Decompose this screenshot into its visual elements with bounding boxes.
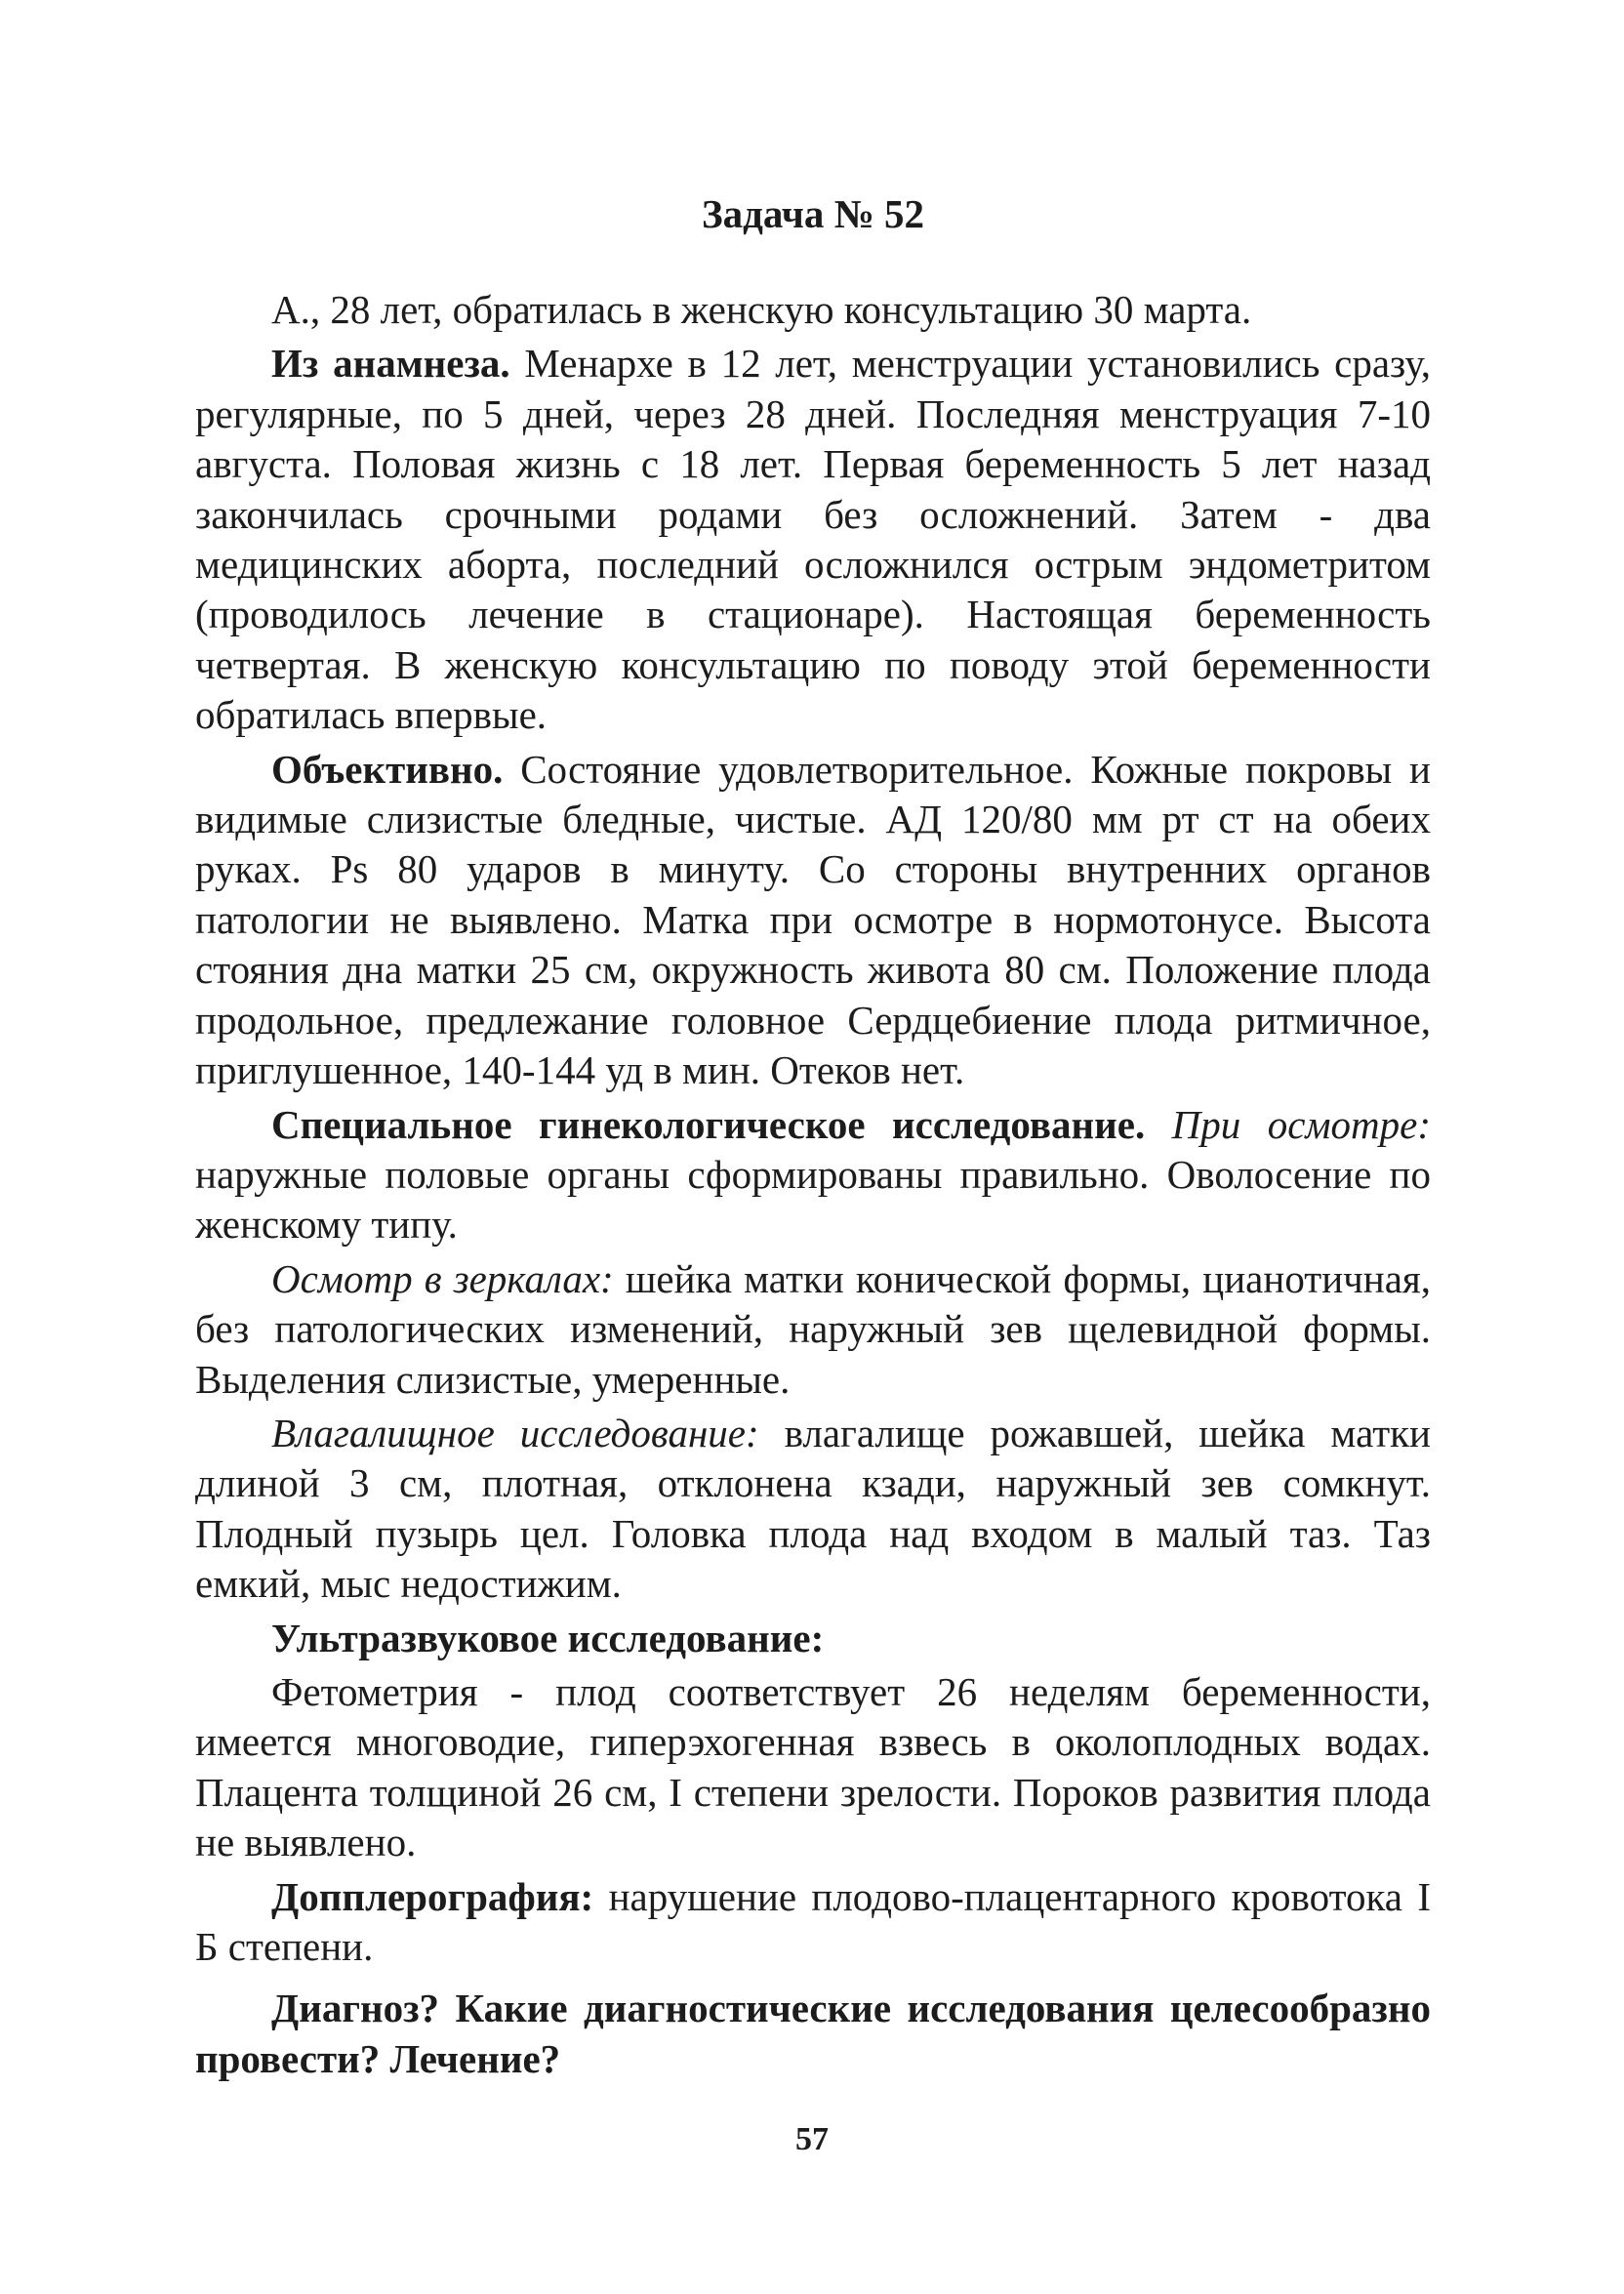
gyn-exam-text: наружные половые органы сформированы правильно. Оволосение по женскому типу. <box>195 1151 1431 1248</box>
question-paragraph: Диагноз? Какие диагностические исследования целесообразно провести? Лечение? <box>195 1986 1431 2081</box>
objective-text: Состояние удовлетворительное. Кожные покровы и видимые слизистые бледные, чистые. АД 120/80 мм рт ст на обеих руках. Ps 80 ударов в минуту. Со стороны внутренних органов патологии не выявлено. Матка при осмотре в нормотонусе. Высота стояния дна матки 25 см, окружность живота 80 см. Положение плода продольное, предлежание головное Сердцебиение плода ритмичное, приглушенное, 140-144 уд в мин. Отеков нет. <box>195 746 1431 1093</box>
intro-paragraph: А., 28 лет, обратилась в женскую консультацию 30 марта. <box>271 287 1252 332</box>
anamnesis-heading: Из анамнеза. <box>271 341 510 387</box>
ultrasound-heading: Ультразвуковое исследование: <box>271 1615 825 1660</box>
speculum-paragraph <box>195 1254 1431 1405</box>
task-title: Задача № 52 <box>701 191 925 236</box>
gyn-exam-heading: Специальное гинекологическое исследование. <box>271 1101 1146 1147</box>
speculum-text: шейка матки конической формы, цианотичная, без патологических изменений, наружный зев щелевидной формы. Выделения слизистые, умеренные. <box>195 1255 1432 1402</box>
ultrasound-paragraph: Фетометрия - плод соответствует 26 неделям беременности, имеется многоводие, гиперэхогенная взвесь в околоплодных водах. Плацента толщиной 26 см, I степени зрелости. Пороков развития плода не выявлено. <box>195 1668 1431 1865</box>
doppler-heading: Допплерография: <box>271 1873 594 1919</box>
vaginal-paragraph <box>195 1409 1431 1610</box>
gyn-exam-sublabel: При осмотре: <box>1171 1101 1432 1147</box>
document-page <box>195 187 1431 2088</box>
gyn-exam-paragraph <box>195 1100 1431 1250</box>
doppler-paragraph <box>195 1872 1431 1973</box>
anamnesis-text: Менархе в 12 лет, менструации установились сразу, регулярные, по 5 дней, через 28 дней. Последняя менструация 7-10 августа. Половая жизнь с 18 лет. Первая беременность 5 лет назад закончилась срочными родами без осложнений. Затем - два медицинских аборта, последний осложнился острым эндометритом (проводилось лечение в стационаре). Настоящая беременность четвертая. В женскую консультацию по поводу этой беременности обратилась впервые. <box>195 341 1431 738</box>
anamnesis-paragraph <box>195 339 1431 740</box>
objective-paragraph <box>195 745 1431 1096</box>
vaginal-label: Влагалищное исследование: <box>271 1410 759 1455</box>
vaginal-text: влагалище рожавшей, шейка матки длиной 3 см, плотная, отклонена кзади, наружный зев сомкнут. Плодный пузырь цел. Головка плода над входом в малый таз. Таз емкий, мыс недостижим. <box>195 1410 1431 1607</box>
page-number: 57 <box>795 2121 829 2157</box>
objective-heading: Объективно. <box>271 746 504 792</box>
speculum-label: Осмотр в зеркалах: <box>271 1255 614 1301</box>
doppler-text: нарушение плодово-плацентарного кровотока I Б степени. <box>195 1873 1431 1969</box>
